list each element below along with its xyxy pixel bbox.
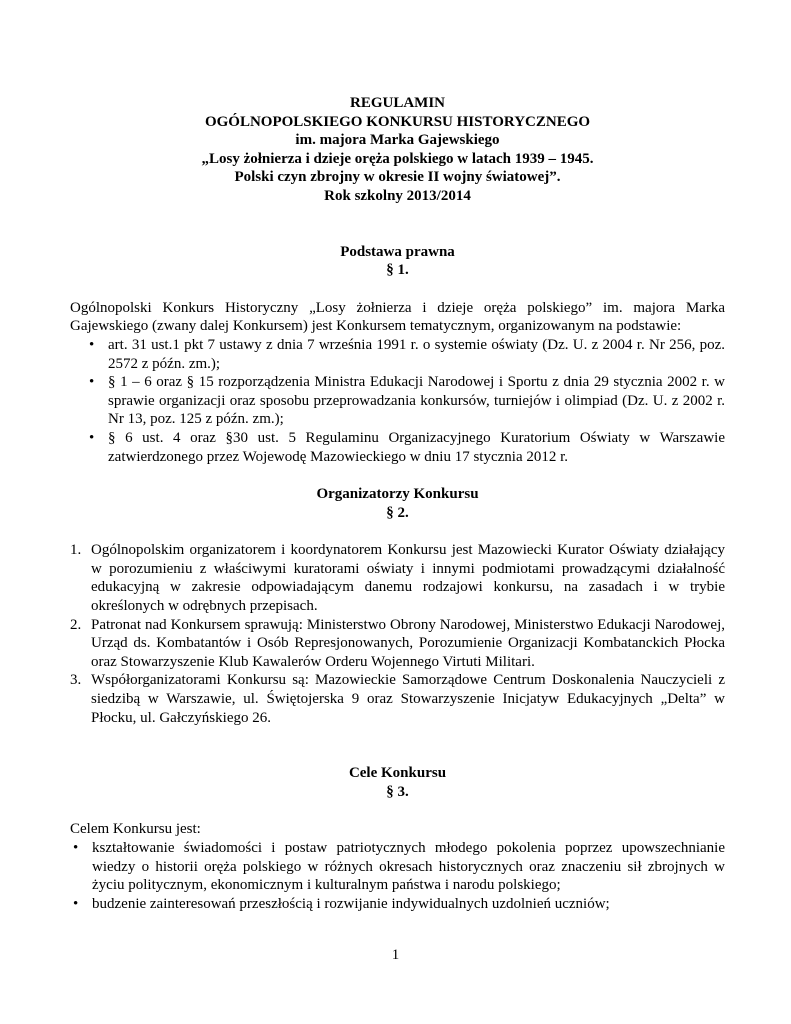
title-line-1: REGULAMIN (349, 95, 445, 111)
list-number: 1. (70, 542, 82, 559)
section-3-title: Cele Konkursu (348, 765, 447, 782)
section-2-list (70, 541, 725, 727)
document-page (70, 94, 725, 913)
title-line-5: Polski czyn zbrojny w okresie II wojny światowej”. (234, 169, 561, 186)
section-2-paragraph-mark: § 2. (386, 504, 409, 521)
section-1-title: Podstawa prawna (340, 243, 455, 260)
section-3-paragraph-mark: § 3. (386, 783, 409, 800)
list-item: • § 6 ust. 4 oraz §30 ust. 5 Regulaminu Organizacyjnego Kuratorium Oświaty w Warszawie zatwierdzonego przez Wojewodę Mazowieckiego w dniu 17 stycznia 2012 r. (86, 429, 725, 466)
list-item: • budzenie zainteresowań przeszłością i rozwijanie indywidualnych uzdolnień uczniów; (70, 895, 725, 914)
section-3-list (70, 839, 725, 913)
title-line-3: im. majora Marka Gajewskiego (295, 132, 500, 149)
document-title (70, 94, 725, 206)
list-item: • art. 31 ust.1 pkt 7 ustawy z dnia 7 września 1991 r. o systemie oświaty (Dz. U. z 2004 r. Nr 256, poz. 2572 z późn. zm.); (86, 336, 725, 373)
list-item (70, 616, 725, 672)
section-3-intro: Celem Konkursu jest: (70, 821, 201, 838)
section-1-intro: Ogólnopolski Konkurs Historyczny „Losy żołnierza i dzieje oręża polskiego” im. majora Marka Gajewskiego (zwany dalej Konkursem) jest Konkursem tematycznym, organizowanym na podstawie: (70, 299, 725, 335)
section-1-paragraph-mark: § 1. (386, 262, 409, 279)
list-text: Ogólnopolskim organizatorem i koordynatorem Konkursu jest Mazowiecki Kurator Oświaty działający w porozumieniu z właściwymi kuratorami oświaty i innymi podmiotami prowadzącymi działalność edukacyjną w zakresie odpowiadającym danemu rodzajowi konkursu, na zasadach i w trybie określonych w odrębnych przepisach. (91, 542, 725, 615)
list-text: Współorganizatorami Konkursu są: Mazowieckie Samorządowe Centrum Doskonalenia Nauczycieli z siedzibą w Warszawie, ul. Świętojerska 9 oraz Stowarzyszenie Inicjatyw Edukacyjnych „Delta” w Płocku, ul. Gałczyńskiego 26. (91, 672, 725, 726)
list-item: • kształtowanie świadomości i postaw patriotycznych młodego pokolenia poprzez upowszechnianie wiedzy o historii oręża polskiego w różnych okresach historycznych oraz znaczeniu sił zbrojnych w życiu politycznym, ekonomicznym i kulturalnym państwa i narodu polskiego; (70, 839, 725, 895)
section-1-heading (70, 243, 725, 280)
title-line-6: Rok szkolny 2013/2014 (324, 187, 471, 204)
list-item (70, 541, 725, 615)
title-line-4: „Losy żołnierza i dzieje oręża polskiego w latach 1939 – 1945. (201, 150, 594, 167)
section-2-title: Organizatorzy Konkursu (316, 486, 479, 503)
list-item: • § 1 – 6 oraz § 15 rozporządzenia Ministra Edukacji Narodowej i Sportu z dnia 29 stycznia 2002 r. w sprawie organizacji oraz sposobu przeprowadzania konkursów, turniejów i olimpiad (Dz. U. z 2002 r. Nr 13, poz. 125 z późn. zm.); (86, 373, 725, 429)
list-text: Patronat nad Konkursem sprawują: Ministerstwo Obrony Narodowej, Ministerstwo Edukacji Narodowej, Urząd ds. Kombatantów i Osób Represjonowanych, Porozumienie Organizacji Kombatanckich Płocka oraz Stowarzyszenie Klub Kawalerów Orderu Wojennego Virtuti Militari. (91, 616, 725, 670)
section-2-heading (70, 485, 725, 522)
title-line-2: OGÓLNOPOLSKIEGO KONKURSU HISTORYCZNEGO (204, 113, 591, 130)
section-1-list (70, 336, 725, 466)
section-3-heading (70, 764, 725, 801)
list-number: 2. (70, 616, 82, 633)
list-item (70, 671, 725, 727)
page-number: 1 (391, 947, 400, 963)
list-number: 3. (70, 672, 82, 689)
